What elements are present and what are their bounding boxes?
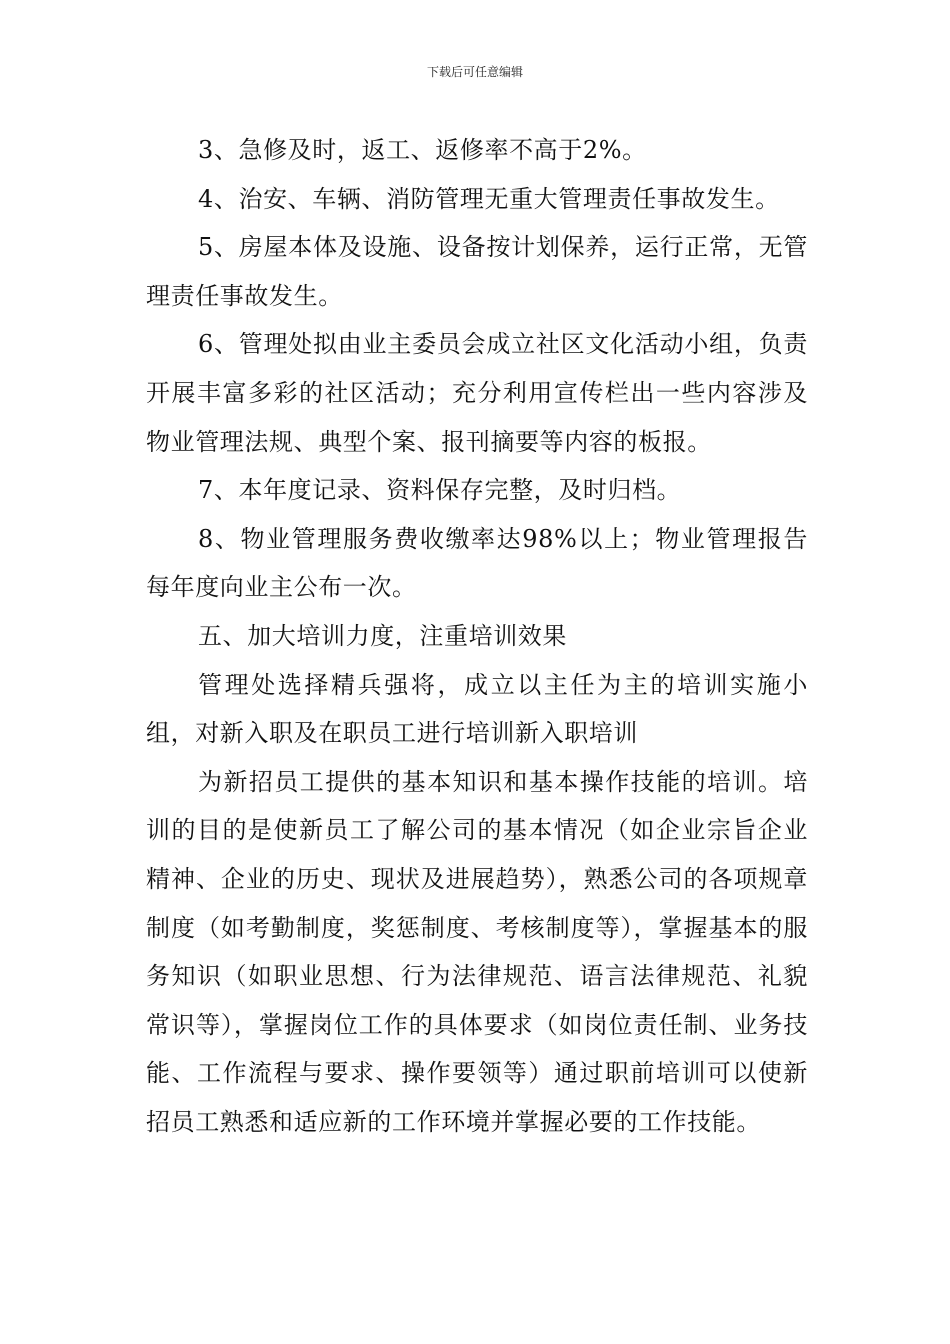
paragraph-item-6: 6、管理处拟由业主委员会成立社区文化活动小组，负责开展丰富多彩的社区活动；充分利用宣传栏出一些内容涉及物业管理法规、典型个案、报刊摘要等内容的板报。 xyxy=(146,330,808,456)
paragraph-item-3: 3、急修及时，返工、返修率不高于2%。 xyxy=(198,136,647,164)
paragraph-item-4: 4、治安、车辆、消防管理无重大管理责任事故发生。 xyxy=(198,184,780,213)
section-heading-five: 五、加大培训力度，注重培训效果 xyxy=(198,621,567,650)
paragraph-new-hire-training: 为新招员工提供的基本知识和基本操作技能的培训。培训的目的是使新员工了解公司的基本情况（如企业宗旨企业精神、企业的历史、现状及进展趋势），熟悉公司的各项规章制度（如考勤制度，奖惩制度、考核制度等），掌握基本的服务知识（如职业思想、行为法律规范、语言法律规范、礼貌常识等），掌握岗位工作的具体要求（如岗位责任制、业务技能、工作流程与要求、操作要领等）通过职前培训可以使新招员工熟悉和适应新的工作环境并掌握必要的工作技能。 xyxy=(146,767,808,1136)
paragraph-item-5: 5、房屋本体及设施、设备按计划保养，运行正常，无管理责任事故发生。 xyxy=(146,233,808,310)
paragraph-item-7: 7、本年度记录、资料保存完整，及时归档。 xyxy=(198,476,682,505)
paragraph-training-team: 管理处选择精兵强将，成立以主任为主的培训实施小组，对新入职及在职员工进行培训新入职培训 xyxy=(146,670,808,748)
page-header: 下载后可任意编辑 xyxy=(426,65,523,79)
document-body xyxy=(146,126,808,1146)
paragraph-item-8: 8、物业管理服务费收缴率达98%以上；物业管理报告每年度向业主公布一次。 xyxy=(146,524,808,602)
